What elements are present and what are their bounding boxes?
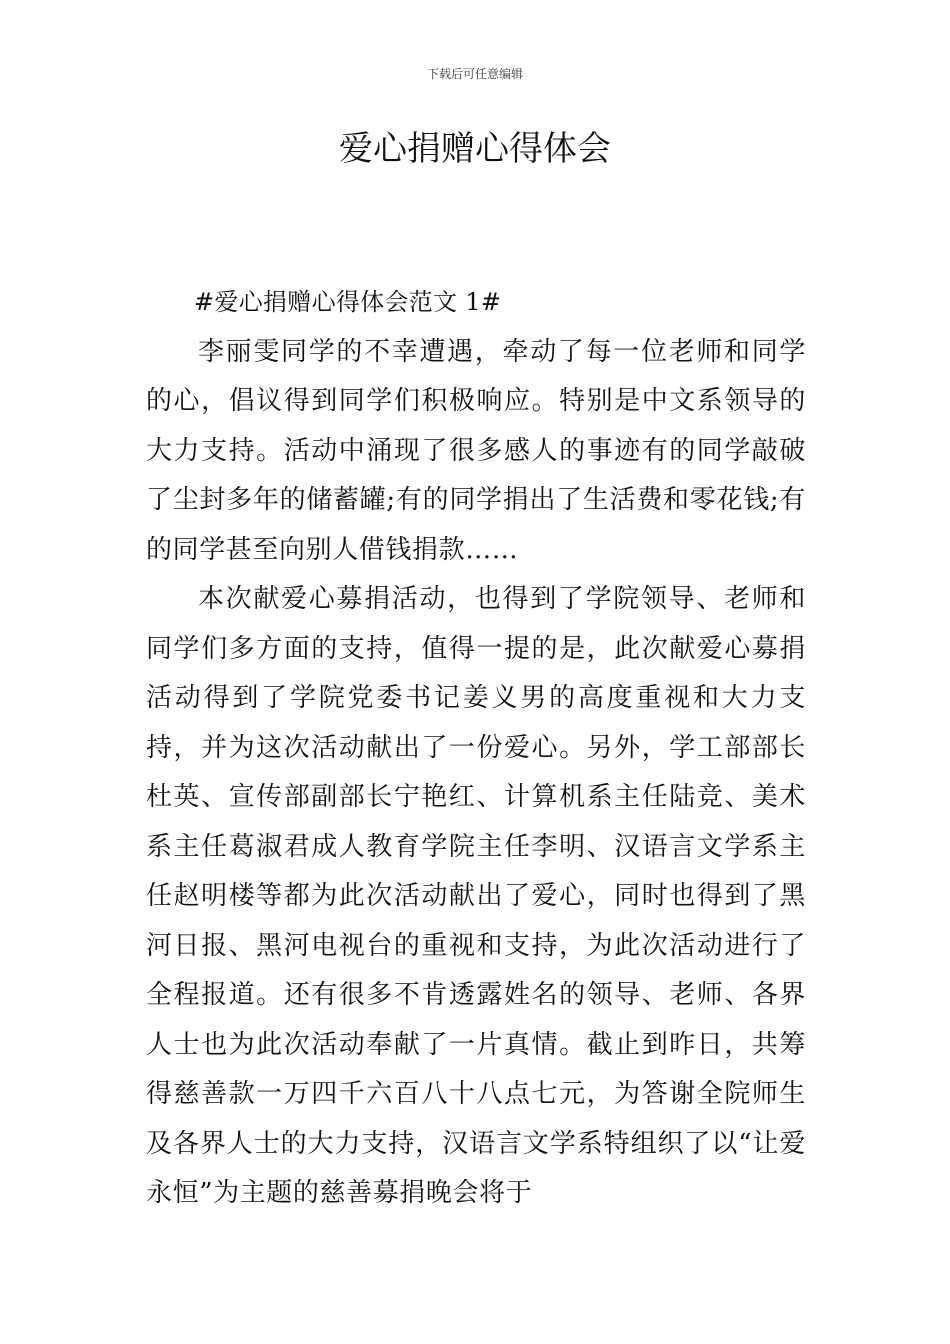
document-body [146,278,806,1219]
header-note: 下载后可任意编辑 [426,67,523,81]
section-heading: #爱心捐赠心得体会范文 1# [194,288,502,316]
paragraph-1: 李丽雯同学的不幸遭遇，牵动了每一位老师和同学的心，倡议得到同学们积极响应。特别是中文系领导的大力支持。活动中涌现了很多感人的事迹有的同学敲破了尘封多年的储蓄罐;有的同学捐出了生活费和零花钱;有的同学甚至向别人借钱捐款…… [146,336,806,565]
document-title: 爱心捐赠心得体会 [339,129,611,169]
paragraph-2: 本次献爱心募捐活动，也得到了学院领导、老师和同学们多方面的支持，值得一提的是，此次献爱心募捐活动得到了学院党委书记姜义男的高度重视和大力支持，并为这次活动献出了一份爱心。另外，学工部部长杜英、宣传部副部长宁艳红、计算机系主任陆竞、美术系主任葛淑君成人教育学院主任李明、汉语言文学系主任赵明楼等都为此次活动献出了爱心，同时也得到了黑河日报、黑河电视台的重视和支持，为此次活动进行了全程报道。还有很多不肯透露姓名的领导、老师、各界人士也为此次活动奉献了一片真情。截止到昨日，共筹得慈善款一万四千六百八十八点七元，为答谢全院师生及各界人士的大力支持，汉语言文学系特组织了以“让爱永恒”为主题的慈善募捐晚会将于 [146,584,806,1208]
